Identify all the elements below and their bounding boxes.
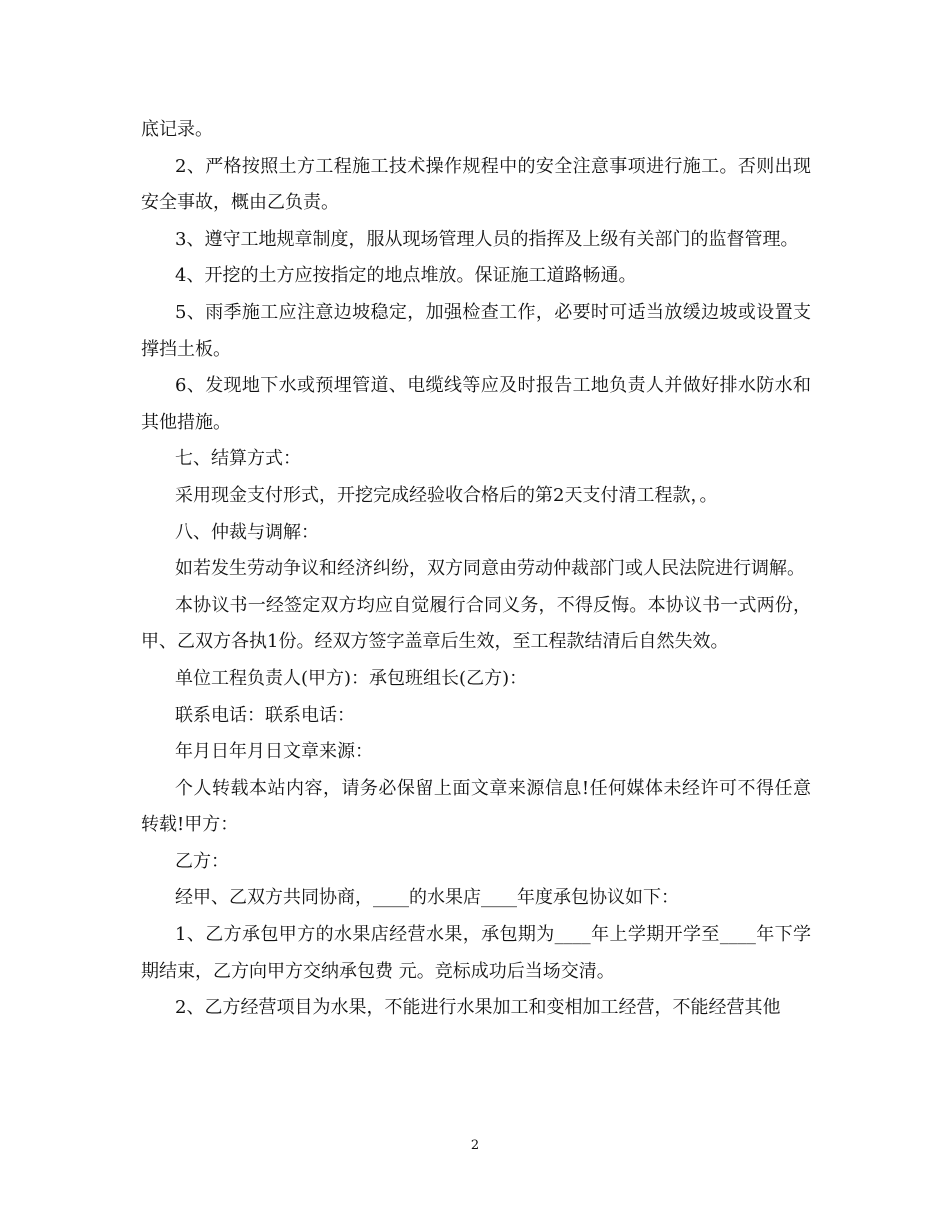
signature-line-responsible: 单位工程负责人(甲方)：承包班组长(乙方)：	[175, 667, 528, 689]
document-body	[141, 112, 811, 1027]
section-heading-settlement: 七、结算方式：	[175, 448, 301, 470]
paragraph-agreement-validity: 本协议书一经签定双方均应自觉履行合同义务，不得反悔。本协议书一式两份，甲、乙双方各执1份。经双方签字盖章后生效，至工程款结清后自然失效。	[141, 594, 811, 653]
paragraph-fruit-shop-item-2: 2、乙方经营项目为水果，不能进行水果加工和变相加工经营，不能经营其他	[175, 997, 781, 1019]
signature-line-phone: 联系电话：联系电话：	[175, 704, 355, 726]
party-b-label: 乙方：	[175, 850, 229, 872]
paragraph-fruit-shop-intro: 经甲、乙双方共同协商，____的水果店____年度承包协议如下：	[175, 887, 679, 909]
paragraph-item-2-safety: 2、严格按照土方工程施工技术操作规程中的安全注意事项进行施工。否则出现安全事故，概由乙负责。	[141, 155, 811, 214]
paragraph-fruit-shop-item-1: 1、乙方承包甲方的水果店经营水果，承包期为____年上学期开学至____年下学期结束，乙方向甲方交纳承包费 元。竞标成功后当场交清。	[141, 924, 811, 982]
paragraph-arbitration: 如若发生劳动争议和经济纠纷，双方同意由劳动仲裁部门或人民法院进行调解。	[175, 558, 805, 580]
signature-line-date: 年月日年月日文章来源：	[175, 741, 373, 763]
paragraph-reprint-notice: 个人转载本站内容，请务必保留上面文章来源信息!任何媒体未经许可不得任意转载!甲方：	[141, 777, 811, 836]
paragraph-settlement-method: 采用现金支付形式，开挖完成经验收合格后的第2天支付清工程款，。	[175, 484, 718, 506]
paragraph-item-4-earthwork: 4、开挖的土方应按指定的地点堆放。保证施工道路畅通。	[175, 265, 637, 287]
paragraph-item-6-groundwater: 6、发现地下水或预埋管道、电缆线等应及时报告工地负责人并做好排水防水和其他措施。	[141, 375, 811, 433]
paragraph-continuation: 底记录。	[141, 119, 213, 140]
paragraph-item-3-rules: 3、遵守工地规章制度，服从现场管理人员的指挥及上级有关部门的监督管理。	[175, 228, 799, 250]
section-heading-arbitration: 八、仲裁与调解：	[175, 521, 319, 543]
paragraph-item-5-rainy-season: 5、雨季施工应注意边坡稳定，加强检查工作，必要时可适当放缓边坡或设置支撑挡土板。	[141, 301, 811, 360]
page-number: 2	[470, 1138, 480, 1153]
